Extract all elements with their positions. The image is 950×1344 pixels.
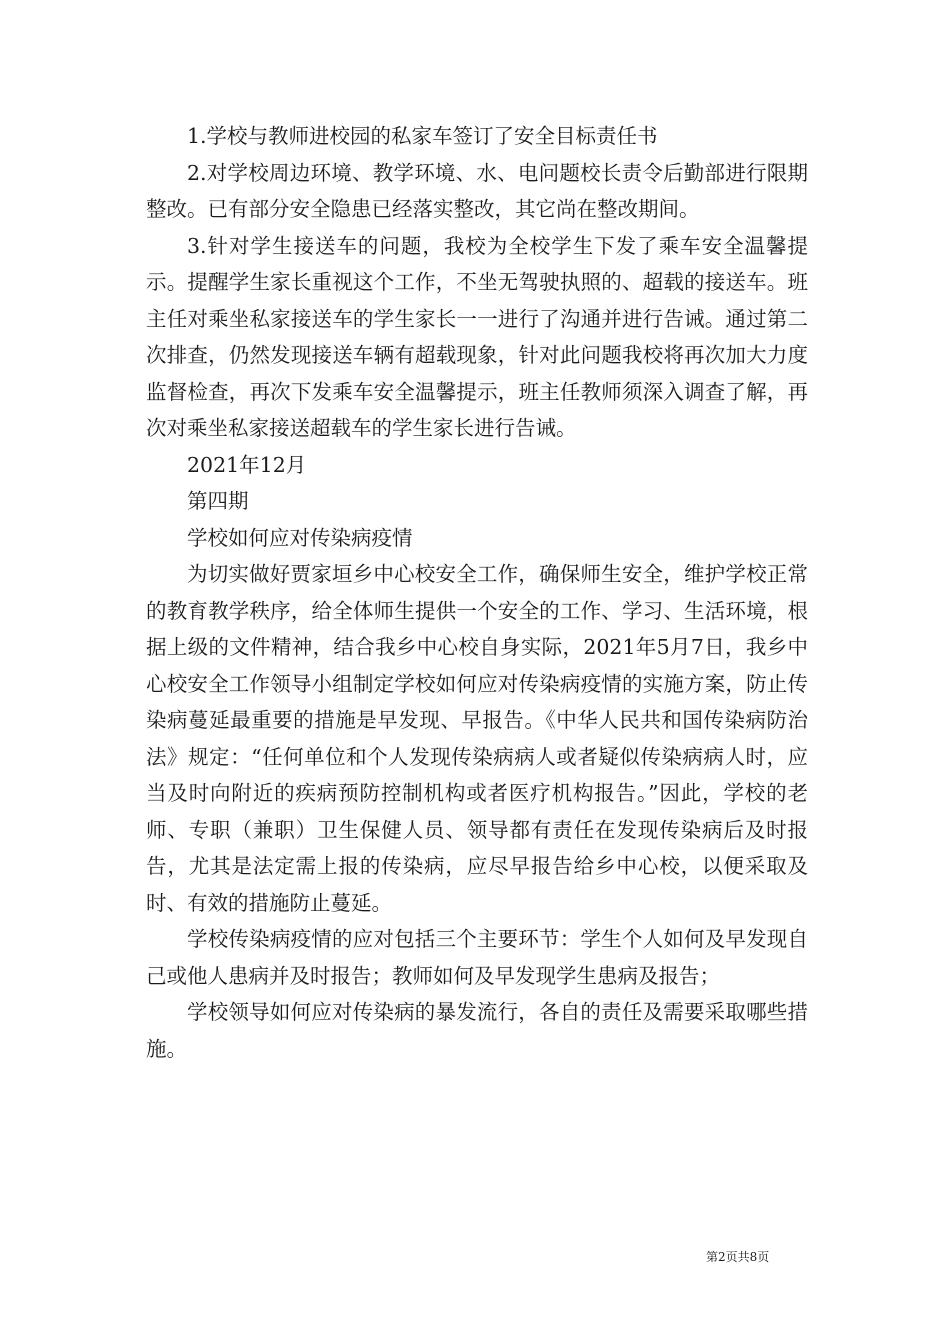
body-paragraph: 为切实做好贾家垣乡中心校安全工作，确保师生安全，维护学校正常的教育教学秩序，给全体师生提供一个安全的工作、学习、生活环境，根据上级的文件精神，结合我乡中心校自身实际，2021年5月7日，我乡中心校安全工作领导小组制定学校如何应对传染病疫情的实施方案，防止传染病蔓延最重要的措施是早发现、早报告。《中华人民共和国传染病防治法》规定：“任何单位和个人发现传染病病人或者疑似传染病病人时，应当及时向附近的疾病预防控制机构或者医疗机构报告。”因此，学校的老师、专职（兼职）卫生保健人员、领导都有责任在发现传染病后及时报告，尤其是法定需上报的传染病，应尽早报告给乡中心校，以便采取及时、有效的措施防止蔓延。 — [146, 562, 808, 915]
date-line: 2021年12月 — [187, 452, 307, 477]
document-body — [146, 118, 808, 1067]
paragraph-item-3: 3.针对学生接送车的问题，我校为全校学生下发了乘车安全温馨提示。提醒学生家长重视这个工作，不坐无驾驶执照的、超载的接送车。班主任对乘坐私家接送车的学生家长一一进行了沟通并进行告诫。通过第二次排查，仍然发现接送车辆有超载现象，针对此问题我校将再次加大力度监督检查，再次下发乘车安全温馨提示，班主任教师须深入调查了解，再次对乘坐私家接送超载车的学生家长进行告诫。 — [146, 233, 808, 440]
paragraph-item-1: 1.学校与教师进校园的私家车签订了安全目标责任书 — [187, 124, 658, 148]
issue-number: 第四期 — [187, 489, 249, 513]
section-title: 学校如何应对传染病疫情 — [187, 525, 413, 550]
body-paragraph: 学校传染病疫情的应对包括三个主要环节：学生个人如何及早发现自己或他人患病并及时报告；教师如何及早发现学生患病及报告； — [146, 927, 808, 988]
body-paragraph: 学校领导如何应对传染病的暴发流行，各自的责任及需要采取哪些措施。 — [146, 1000, 808, 1061]
page-number: 第2页共8页 — [706, 1250, 770, 1264]
paragraph-item-2: 2.对学校周边环境、教学环境、水、电问题校长责令后勤部进行限期整改。已有部分安全隐患已经落实整改，其它尚在整改期间。 — [146, 160, 808, 221]
